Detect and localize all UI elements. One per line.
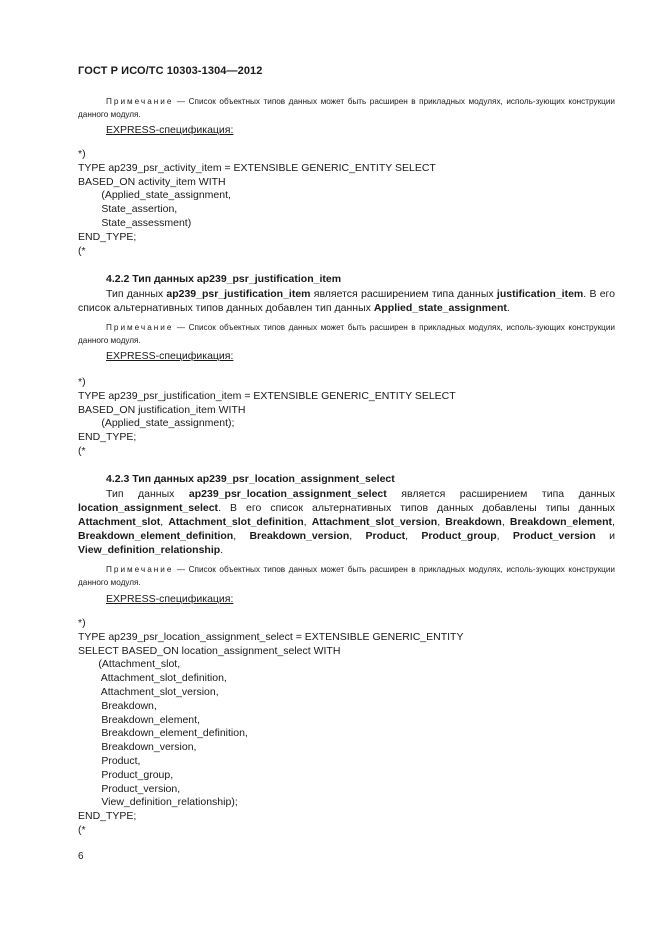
type-name: Product	[365, 530, 406, 542]
type-name: Breakdown_version	[249, 530, 350, 542]
express-label-2: EXPRESS-спецификация:	[106, 350, 234, 362]
note-1	[78, 95, 615, 121]
section-4-2-3-title: 4.2.3 Тип данных ap239_psr_location_assignment_select	[106, 473, 395, 485]
type-name: Attachment_slot_definition	[168, 516, 304, 528]
section-4-2-2-title: 4.2.2 Тип данных ap239_psr_justification_item	[106, 273, 342, 285]
section-4-2-2-text: Тип данных ap239_psr_justification_item является расширением типа данных justification_item. В его список альтернативных типов данных добавлен тип данных Applied_state_assignment.	[78, 288, 615, 314]
express-label-3: EXPRESS-спецификация:	[106, 593, 234, 605]
note-2	[78, 321, 615, 347]
express-label-1: EXPRESS-спецификация:	[106, 124, 234, 136]
type-name: Attachment_slot	[78, 516, 161, 528]
document-header: ГОСТ Р ИСО/ТС 10303-1304—2012	[78, 65, 263, 77]
note-label: Примечание	[106, 323, 174, 332]
express-code-1: *) TYPE ap239_psr_activity_item = EXTENSIBLE GENERIC_ENTITY SELECT BASED_ON activity_item WITH (Applied_state_assignment, State_assertion, State_assessment) END_TYPE; (*	[78, 148, 436, 257]
note-label: Примечание	[106, 97, 174, 106]
type-name: Product_group	[421, 530, 497, 542]
note-3	[78, 563, 615, 589]
express-code-2: *) TYPE ap239_psr_justification_item = EXTENSIBLE GENERIC_ENTITY SELECT BASED_ON justification_item WITH (Applied_state_assignment); END_TYPE; (*	[78, 376, 456, 457]
page-number: 6	[78, 851, 84, 862]
type-name: Breakdown_element_definition	[78, 530, 234, 542]
type-name: Product_version	[512, 530, 596, 542]
note-label: Примечание	[106, 565, 174, 574]
type-name: Breakdown_element	[509, 516, 613, 528]
section-4-2-3-text: Тип данных ap239_psr_location_assignment_select является расширением типа данных location_assignment_select. В его список альтернативных типов данных добавлены типы данных Attachment_slot, Attachment_slot_definition, Attachment_slot_version, Breakdown, Breakdown_element, Breakdown_element_definition, Breakdown_version, Product, Product_group, Product_version и View_definition_relationship.	[78, 488, 615, 556]
note-text: — Список объектных типов данных может быть расширен в прикладных модулях, исполь-зующих конструкции данного модуля.	[78, 97, 615, 119]
note-text: — Список объектных типов данных может быть расширен в прикладных модулях, исполь-зующих конструкции данного модуля.	[78, 565, 615, 587]
note-text: — Список объектных типов данных может быть расширен в прикладных модулях, исполь-зующих конструкции данного модуля.	[78, 323, 615, 345]
type-name: Breakdown	[445, 516, 502, 528]
type-name: Attachment_slot_version	[311, 516, 438, 528]
express-code-3: *) TYPE ap239_psr_location_assignment_select = EXTENSIBLE GENERIC_ENTITY SELECT BASED_ON location_assignment_select WITH (Attachment_slot, Attachment_slot_definition, Attachment_slot_version, Breakdown, Breakdown_element, Breakdown_element_definition, Breakdown_version, Product, Product_group, Product_version, View_definition_relationship); END_TYPE; (*	[78, 617, 464, 836]
